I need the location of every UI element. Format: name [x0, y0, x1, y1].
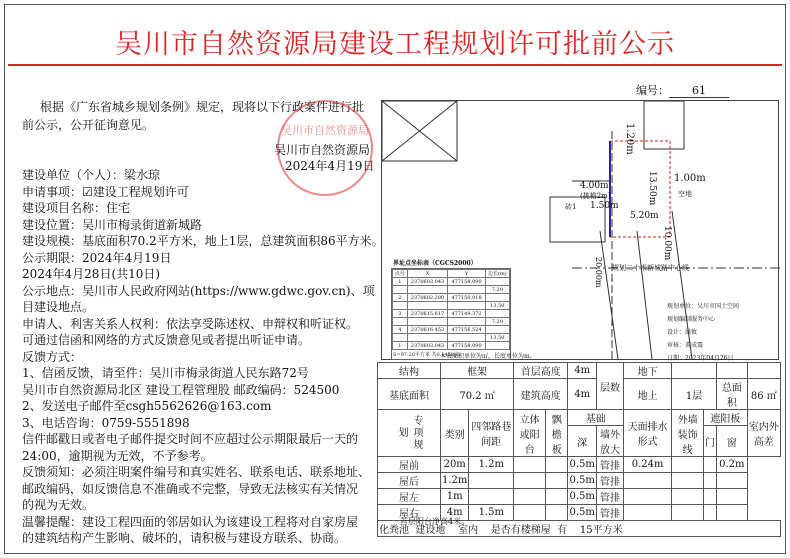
- title-rule: [8, 64, 782, 66]
- coord-cell: 4: [393, 326, 408, 334]
- dim-eaves: (挑檐2m): [580, 192, 611, 200]
- table-cell: [546, 473, 568, 489]
- coord-cell: 477158.090: [448, 278, 485, 286]
- table-cell: 0.5m: [568, 473, 596, 489]
- coord-cell: 2370616.452: [407, 326, 448, 334]
- table-cell: [514, 489, 546, 505]
- field-line: 信件邮戳日或者电子邮件提交时间不应超过公示期限最后一天的: [22, 432, 359, 446]
- dim-5-20: 5.20m: [630, 211, 659, 221]
- table-cell: [546, 457, 568, 473]
- coord-cell: [448, 286, 485, 294]
- coord-cell: 13.50: [485, 334, 509, 342]
- coord-cell: [448, 302, 485, 310]
- cell: 4m: [568, 379, 596, 410]
- table-cell: 0.5m: [568, 457, 596, 473]
- table-cell: [514, 457, 546, 473]
- field-line: 吴川市自然资源局北区 建设工程管理股 邮政编码：524500: [22, 382, 340, 397]
- table-cell: 4m: [441, 505, 469, 521]
- open-space-label: 空地: [678, 190, 692, 198]
- plan-info-line: 日期：2023年04月26日: [667, 355, 734, 362]
- cell: 结构: [378, 363, 441, 379]
- cell: 类别: [441, 410, 469, 457]
- coord-cell: [485, 342, 509, 350]
- table-cell: [704, 489, 717, 505]
- coord-cell: [407, 334, 448, 342]
- cell: [717, 363, 748, 379]
- coord-header: Y: [448, 270, 485, 278]
- coord-cell: [485, 278, 509, 286]
- building-label: 砖1: [565, 203, 577, 211]
- cell: 86 ㎡: [747, 379, 780, 410]
- cell: 建筑高度: [514, 379, 568, 410]
- table-cell: 管排: [596, 505, 623, 521]
- coordinate-note: 本表面积单位为㎡，长度单位为m。: [440, 353, 536, 360]
- table-cell: 20m: [441, 457, 469, 473]
- coord-cell: [485, 326, 509, 334]
- table-cell: [624, 473, 672, 489]
- coord-row: [393, 342, 510, 350]
- table-cell: [469, 489, 514, 505]
- table-row: [378, 457, 781, 473]
- table-cell: [514, 505, 546, 521]
- plan-info-line: 规划单位：吴川市国土空间: [667, 303, 740, 310]
- field-line: 公示期限：2024年4月19日: [22, 250, 172, 265]
- plan-info-line: 设计：洪攸: [667, 329, 698, 336]
- stamp-org: 吴川市自然资源局: [274, 143, 371, 157]
- coord-cell: 2: [393, 294, 408, 302]
- serial-number: [636, 82, 729, 98]
- table-cell: 管排: [596, 489, 623, 505]
- footer-item: 建设地: [415, 525, 446, 536]
- table-cell: [514, 473, 546, 489]
- field-line: 3、电话咨询：0759-5551898: [22, 415, 190, 430]
- cell: 地下: [624, 363, 672, 379]
- coordinate-area: S=97.20平方米 共0.1458亩: [393, 352, 460, 358]
- coord-cell: 7.20: [485, 286, 509, 294]
- field-line: 建设单位（个人）：梁水琼: [22, 168, 161, 182]
- field-line: 目建设地点。: [22, 300, 95, 314]
- dim-1-50: 1.50m: [590, 201, 619, 211]
- table-row: [378, 489, 781, 505]
- cell: 层数: [596, 363, 623, 410]
- table-row: [378, 473, 781, 489]
- footer-item: 室内: [458, 525, 479, 536]
- table-cell: [704, 505, 717, 521]
- cell: 4m: [568, 363, 596, 379]
- seal-text: 吴川市自然资源局: [281, 124, 369, 137]
- coord-cell: [448, 318, 485, 326]
- table-cell: 管排: [596, 457, 623, 473]
- coord-cell: 2370603.043: [407, 278, 448, 286]
- field-line: 建设位置：吴川市梅录街道新城路: [22, 217, 203, 232]
- coord-cell: 477156.524: [448, 326, 485, 334]
- coord-cell: 7.20: [485, 318, 509, 326]
- footer-item: 化粪池: [379, 525, 409, 536]
- coord-header: 边长(m): [485, 270, 509, 278]
- table-cell: [717, 505, 748, 521]
- spec-table: [377, 362, 781, 537]
- table-cell: 0.24m: [624, 457, 672, 473]
- field-line: 反馈须知：必须注明案件编号和真实姓名、联系电话、联系地址、: [22, 465, 371, 479]
- cell: 飘檐板: [546, 410, 568, 457]
- dim-10-00: 10.00m: [662, 226, 672, 261]
- coord-row: [393, 302, 510, 310]
- table-cell: 1.2m: [441, 473, 469, 489]
- coord-header: 点号: [393, 270, 408, 278]
- coord-cell: 477149.372: [448, 310, 485, 318]
- intro-line-2: 前公示，公开征询意见。: [22, 118, 155, 132]
- coord-cell: [407, 286, 448, 294]
- cell: 首层高度: [514, 363, 568, 379]
- dim-13-50: 13.50m: [647, 171, 657, 206]
- table-cell: [672, 489, 704, 505]
- spec-side-label: 专项规划: [378, 410, 441, 457]
- table-cell: [546, 505, 568, 521]
- serial-value: 61: [669, 84, 729, 98]
- coordinate-table: [391, 268, 511, 360]
- coord-header: X: [407, 270, 448, 278]
- coord-cell: 3: [393, 310, 408, 318]
- table-cell: 屋前: [378, 457, 441, 473]
- table-cell: 管排: [596, 473, 623, 489]
- table-cell: 屋左: [378, 489, 441, 505]
- table-cell: 屋右: [378, 505, 441, 521]
- field-line: 温馨提醒：建设工程四面的邻居如认为该建设工程将对自家房屋: [22, 514, 359, 529]
- table-cell: [624, 505, 672, 521]
- coord-cell: 2370615.617: [407, 310, 448, 318]
- coord-cell: [393, 318, 408, 326]
- field-line: 建设规模：基底面积70.2平方米，地上1层，总建筑面积86平方米。: [22, 234, 384, 248]
- coord-cell: [485, 310, 509, 318]
- coord-cell: 1: [393, 278, 408, 286]
- table-cell: [704, 457, 717, 473]
- table-cell: 0.5m: [568, 505, 596, 521]
- footer-item: 是否有楼梯屋: [490, 525, 551, 536]
- field-line: 可通过信函和网络的方式反馈意见或者提出听证申请。: [22, 333, 311, 347]
- footer-item: 15平方米: [579, 525, 623, 536]
- table-cell: [546, 489, 568, 505]
- serial-label: 编号：: [636, 84, 669, 97]
- coord-cell: 477150.918: [448, 294, 485, 302]
- cell: 窗: [717, 426, 748, 457]
- table-cell: [672, 473, 704, 489]
- coordinate-table-title: 界址点坐标表（CGCS2000）: [393, 260, 477, 267]
- field-line: 邮政编码，如反馈信息不准确或不完整，导致无法核实有关情况: [22, 481, 359, 496]
- coord-row: [393, 326, 510, 334]
- stamp-date: 2024年4月19日: [285, 159, 375, 173]
- field-line: 1、信函反馈，请至件：吴川市梅录街道人民东路72号: [22, 366, 309, 380]
- table-cell: 0.2m: [717, 457, 748, 473]
- coord-row: [393, 318, 510, 326]
- coord-cell: [407, 318, 448, 326]
- coord-cell: 1: [393, 342, 408, 350]
- footer-item: 有: [557, 525, 568, 536]
- table-cell: [624, 489, 672, 505]
- field-line: 公示地点：吴川市人民政府网站(https://www.gdwc.gov.cn)、项: [22, 283, 375, 298]
- cell: 总面积: [717, 379, 748, 410]
- field-line: 24:00，逾期视为无效，不予参考。: [22, 448, 213, 463]
- field-line: 申请事项：☑建设工程规划许可: [22, 184, 189, 199]
- table-cell: [672, 505, 704, 521]
- cell: 基础: [568, 410, 624, 426]
- field-line: 2、发送电子邮件至csgh5562626@163.com: [22, 399, 272, 413]
- field-line: 的建筑结构产生影响、破坏的，请积极与建设方联系、协商。: [22, 531, 347, 545]
- table-cell: [469, 473, 514, 489]
- cell: 基底面积: [378, 379, 441, 410]
- plan-info-line: 审核：董成震: [667, 342, 704, 349]
- dim-4-00: 4.00m: [580, 181, 609, 191]
- cell: 地上: [624, 379, 672, 410]
- cell: 门: [704, 426, 717, 457]
- coord-cell: [485, 294, 509, 302]
- field-line: 反馈方式：: [22, 349, 83, 364]
- cell: 外墙装饰线: [672, 410, 704, 457]
- plan-info-line: 规划编制服务中心: [667, 316, 716, 323]
- table-cell: 屋后: [378, 473, 441, 489]
- table-cell: 1m: [441, 489, 469, 505]
- coord-row: [393, 278, 510, 286]
- field-line: 的视为无效。: [22, 498, 95, 512]
- cell: 框架: [441, 363, 514, 379]
- coord-cell: 2370603.043: [407, 342, 448, 350]
- coord-cell: 477158.090: [448, 342, 485, 350]
- table-cell: 1.5m: [469, 505, 514, 521]
- cell: 遮阳板: [704, 410, 748, 426]
- table-cell: [672, 457, 704, 473]
- field-line: 申请人、利害关系人权利：依法享受陈述权、申辩权和听证权。: [22, 316, 359, 331]
- coord-row: [393, 294, 510, 302]
- coord-row: [393, 334, 510, 342]
- coord-row: [393, 310, 510, 318]
- field-line: 2024年4月28日(共10日): [22, 267, 161, 281]
- coord-cell: [393, 334, 408, 342]
- page-title: 吴川市自然资源局建设工程规划许可批前公示: [115, 29, 675, 60]
- coord-cell: [393, 302, 408, 310]
- coord-cell: [393, 286, 408, 294]
- road-centerline-label: 规划二十米新城路中心线: [612, 264, 689, 272]
- footnote: 首层阳台净高4米。: [400, 517, 470, 526]
- table-cell: 0.5m: [568, 489, 596, 505]
- coord-cell: 13.50: [485, 302, 509, 310]
- table-cell: [717, 473, 748, 489]
- intro-line-1: 根据《广东省城乡规划条例》规定，现将以下行政案件进行批: [40, 100, 365, 114]
- cell: 天面排水形式: [624, 410, 672, 457]
- cell: 1层: [672, 379, 717, 410]
- field-line: 建设项目名称：住宅: [22, 201, 131, 215]
- table-cell: [717, 489, 748, 505]
- dim-20-00: 20.00m: [594, 257, 603, 288]
- coord-row: [393, 286, 510, 294]
- cell: [672, 363, 717, 379]
- cell: [747, 363, 780, 379]
- cell: 墙外放大: [596, 426, 623, 457]
- cell: 70.2 ㎡: [441, 379, 514, 410]
- cell: 室内外高差: [747, 410, 780, 457]
- cell: 立体或阳台: [514, 410, 546, 457]
- coord-cell: [448, 334, 485, 342]
- coord-cell: 2370602.280: [407, 294, 448, 302]
- table-cell: 1.2m: [469, 457, 514, 473]
- dim-1-00: 1.00m: [674, 173, 706, 184]
- coord-cell: [407, 302, 448, 310]
- table-cell: [704, 473, 717, 489]
- cell: 深: [568, 426, 596, 457]
- cell: 四邻路巷间距: [469, 410, 514, 457]
- plan-info: [667, 300, 739, 365]
- dim-1-20: 1.20m: [624, 123, 635, 155]
